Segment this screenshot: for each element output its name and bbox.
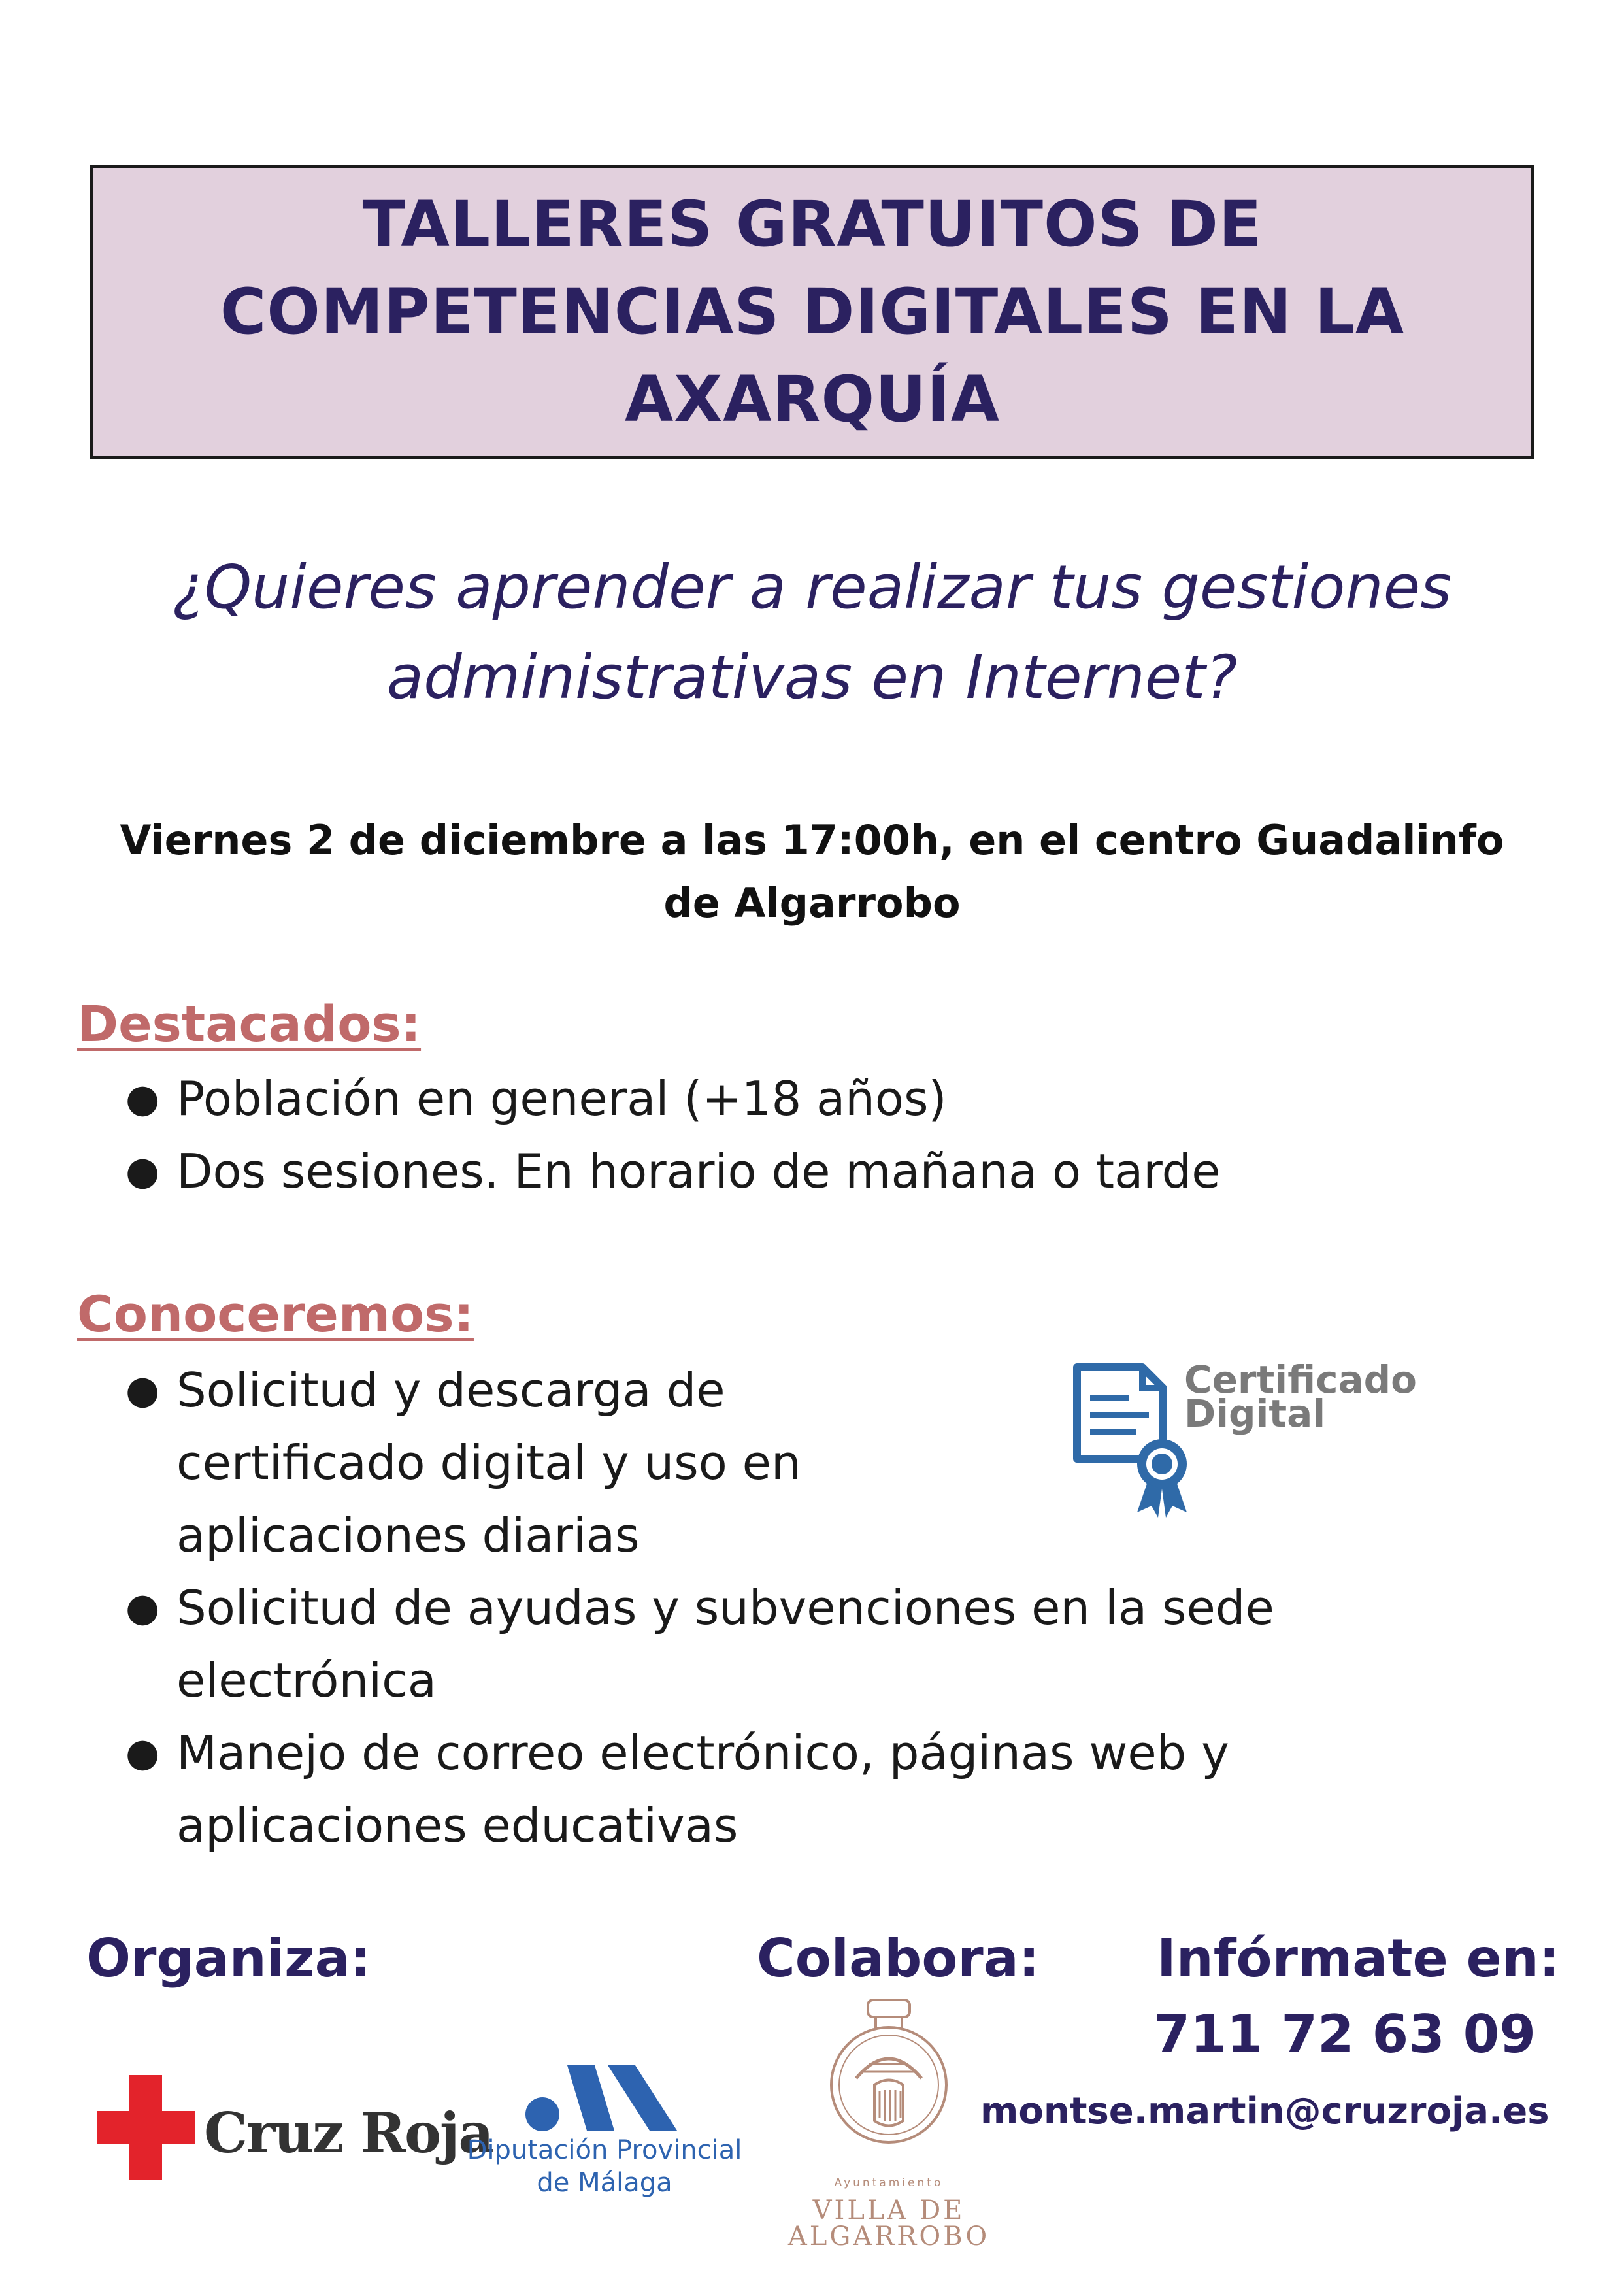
list-item-text: Población en general (+18 años)	[176, 1071, 947, 1126]
villa-algarrobo-text	[784, 2197, 993, 2250]
title-line-2: COMPETENCIAS DIGITALES EN LA	[220, 275, 1405, 348]
title-line-1: TALLERES GRATUITOS DE	[362, 188, 1263, 261]
bullet-icon: ●	[125, 1148, 160, 1194]
list-item	[77, 1354, 1000, 1572]
list-item-text: aplicaciones diarias	[176, 1508, 640, 1563]
bullet-icon: ●	[125, 1076, 160, 1122]
villa-line-2: ALGARROBO	[787, 2221, 990, 2252]
organiza-heading: Organiza:	[86, 1928, 371, 1989]
list-item-text: Manejo de correo electrónico, páginas web y	[176, 1725, 1229, 1780]
contact-email[interactable]: montse.martin@cruzroja.es	[980, 2090, 1549, 2133]
colabora-heading: Colabora:	[757, 1928, 1040, 1989]
title-line-3: AXARQUÍA	[624, 363, 1001, 436]
diputacion-line-2: de Málaga	[537, 2168, 672, 2198]
diputacion-line-1: Diputación Provincial	[467, 2135, 742, 2165]
bullet-icon: ●	[125, 1585, 160, 1631]
ayuntamiento-label: Ayuntamiento	[834, 2176, 944, 2189]
list-item-text: certificado digital y uso en	[176, 1435, 801, 1490]
diputacion-logo-text	[457, 2134, 752, 2199]
certificate-line-2: Digital	[1184, 1391, 1326, 1436]
event-info	[72, 809, 1552, 935]
bullet-icon: ●	[125, 1367, 160, 1413]
list-item	[77, 1135, 1515, 1208]
bullet-icon: ●	[125, 1730, 160, 1776]
destacados-list	[77, 1063, 1515, 1208]
list-item-text: aplicaciones educativas	[176, 1798, 738, 1853]
contact-phone[interactable]: 711 72 63 09	[1153, 2004, 1536, 2065]
question-line-1: ¿Quieres aprender a realizar tus gestiones	[172, 552, 1452, 622]
certificate-line-1: Certificado	[1184, 1357, 1417, 1402]
event-line-2: de Algarrobo	[663, 879, 961, 927]
villa-line-1: VILLA DE	[812, 2195, 965, 2225]
certificate-logo-text	[1184, 1357, 1459, 1436]
section-title-destacados: Destacados:	[77, 995, 422, 1053]
cruz-roja-logo-text: Cruz Roja	[204, 2101, 493, 2165]
section-title-conoceremos: Conoceremos:	[77, 1285, 474, 1343]
list-item-text: Dos sesiones. En horario de mañana o tarde	[176, 1144, 1221, 1199]
event-line-1: Viernes 2 de diciembre a las 17:00h, en el centro Guadalinfo	[120, 816, 1504, 864]
informate-heading: Infórmate en:	[1157, 1928, 1560, 1989]
list-item	[77, 1717, 1515, 1862]
list-item-text: Solicitud y descarga de	[176, 1363, 725, 1418]
question-heading	[65, 542, 1559, 723]
title-box	[90, 165, 1534, 459]
list-item	[77, 1572, 1515, 1717]
list-item-text: Solicitud de ayudas y subvenciones en la sede	[176, 1580, 1274, 1635]
list-item-text: electrónica	[176, 1653, 437, 1708]
page-title	[159, 180, 1466, 443]
question-line-2: administrativas en Internet?	[386, 642, 1238, 712]
list-item	[77, 1063, 1515, 1135]
